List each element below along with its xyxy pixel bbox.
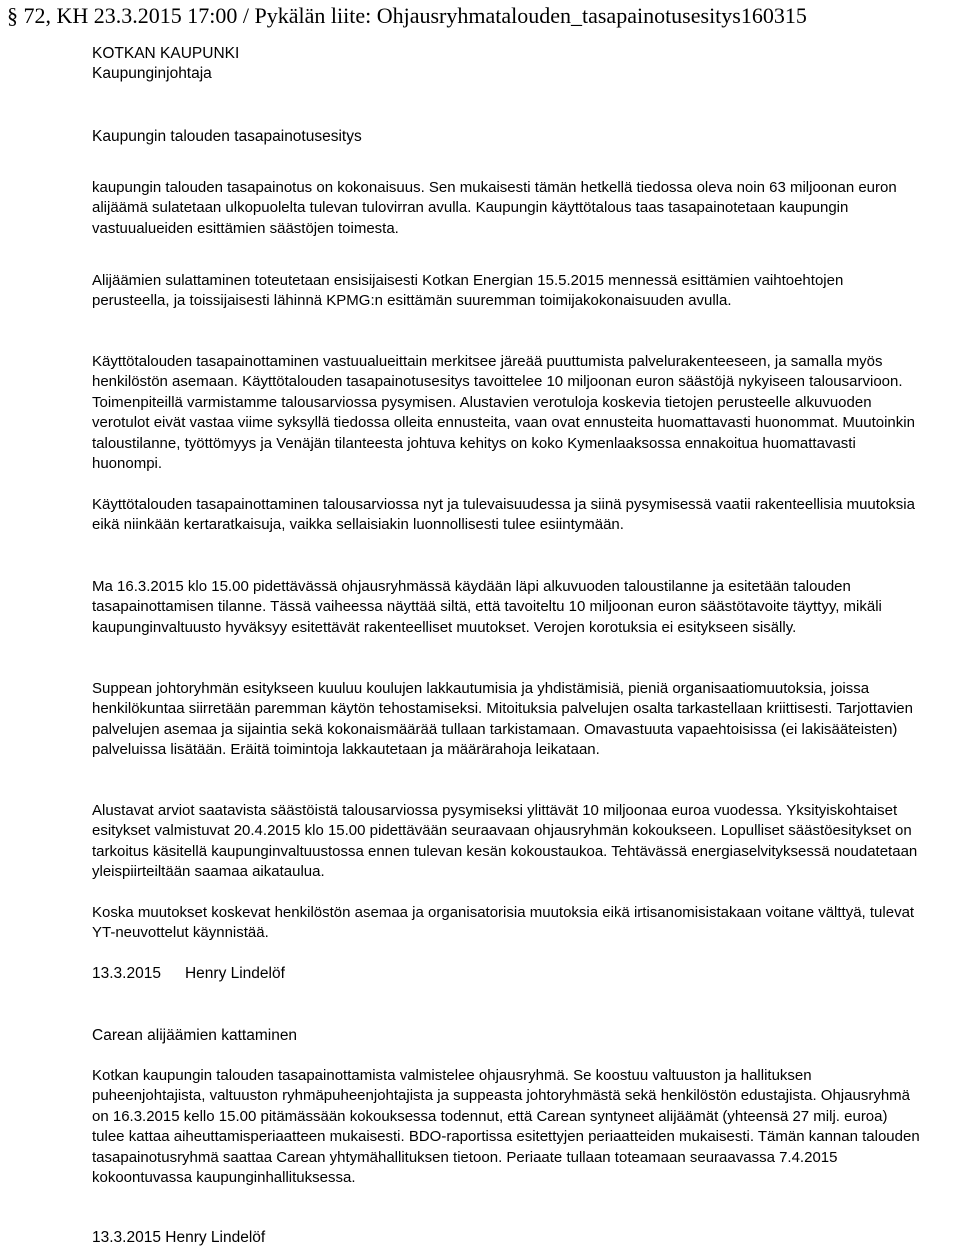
paragraph-7 <box>92 801 922 883</box>
paragraph-2 <box>92 271 922 312</box>
signature-name: Henry Lindelöf <box>184 965 285 982</box>
paragraph-text: kaupungin talouden tasapainotus on kokonaisuus. Sen mukaisesti tämän hetkellä tiedossa oleva noin 63 miljoonan euron alijäämä sulatetaan ulkopuolelta tulevan tulovirran avulla. Kaupungin käyttötalous taas tasapainotetaan kaupungin vastuualueiden esittämien säästöjen toimesta. <box>92 179 897 237</box>
paragraph-text: Koska muutokset koskevat henkilöstön asemaa ja organisatorisia muutoksia eikä irtisanomisistakaan voitane välttyä, tulevat YT-neuvottelut käynnistää. <box>92 904 915 942</box>
paragraph-text: Kotkan kaupungin talouden tasapainottamista valmistelee ohjausryhmä. Se koostuu valtuuston ja hallituksen puheenjohtajista, valtuuston ryhmäpuheenjohtajista ja suppeasta johtoryhmästä sekä henkilöstön edustajista. Ohjausryhmä on 16.3.2015 kello 15.00 pitämässään kokouksessa todennut, että Carean syntyneet alijäämät (yhteensä 27 milj. euroa) tulee kattaa aiheuttamisperiaatteen mukaisesti. BDO-raportissa esitettyjen periaatteiden mukaisesti. Tämän kannan talouden tasapainotusryhmä saattaa Carean yhtymähallituksen tietoon. Periaate tullaan toteamaan seuraavassa 7.4.2015 kokoontuvassa kaupunginhallituksessa. <box>92 1067 920 1187</box>
paragraph-text: Käyttötalouden tasapainottaminen vastuualueittain merkitsee järeää puuttumista palvelurakenteeseen, ja samalla myös henkilöstön asemaan. Käyttötalouden tasapainotusesitys tavoittelee 10 miljoonan euron säästöjä nykyiseen talousarvioon. Toimenpiteillä varmistamme talousarviossa pysymisen. Alustavien verotuloja koskevia tietojen perusteelle alkuvuoden verotulot eivät vastaa viime syksyllä tiedossa olleita ennusteita, vaan ovat ennusteita huomattavasti huonommat. Muutoinkin taloustilanne, työttömyys ja Venäjän tilanteesta johtuva kehitys on koko Kymenlaaksossa ennakoitua huomattavasti huonompi. <box>92 353 915 473</box>
signature-1 <box>92 964 285 984</box>
section-2-paragraph <box>92 1066 922 1188</box>
paragraph-text: Käyttötalouden tasapainottaminen talousarviossa nyt ja tulevaisuudessa ja siinä pysymisessä vaatii rakenteellisia muutoksia eikä niinkään kertaratkaisuja, vaikka sellaisiakin luonnollisesti tulee esiintymään. <box>92 496 915 534</box>
signature-date: 13.3.2015 <box>92 965 161 982</box>
paragraph-6 <box>92 679 922 761</box>
section-mark: § <box>7 3 18 28</box>
org-city: KOTKAN KAUPUNKI <box>92 45 240 62</box>
paragraph-text: Ma 16.3.2015 klo 15.00 pidettävässä ohjausryhmässä käydään läpi alkuvuoden taloustilanne ja esitetään talouden tasapainottamisen tilanne. Tässä vaiheessa näyttää siltä, että tavoiteltu 10 miljoonan euron säästötavoite täyttyy, mikäli kaupunginvaltuusto hyväksyy esitettävät rakenteelliset muutokset. Verojen korotuksia ei esitykseen sisälly. <box>92 578 882 636</box>
paragraph-1 <box>92 178 922 239</box>
paragraph-text: Suppean johtoryhmän esitykseen kuuluu koulujen lakkautumisia ja yhdistämisiä, pieniä organisaatiomuutoksia, joissa henkilökuntaa siirretään paremman käytön tehostamiseksi. Mitoituksia palvelujen osalta tarkastellaan kriittisesti. Tarjottavien palvelujen asemaa ja sijaintia sekä kokonaismäärää tullaan tarkistamaan. Omavastuuta vapaehtoisissa (ei lakisääteisten) palveluissa lisätään. Eräitä toimintoja lakkautetaan ja määrärahoja leikataan. <box>92 680 913 759</box>
section-2-title: Carean alijäämien kattaminen <box>92 1027 298 1044</box>
organization-block <box>92 44 239 84</box>
paragraph-text: Alustavat arviot saatavista säästöistä talousarviossa pysymiseksi ylittävät 10 miljoonaa euroa vuodessa. Yksityiskohtaiset esitykset valmistuvat 20.4.2015 klo 15.00 pidettävään seuraavaan ohjausryhmän kokoukseen. Lopulliset säästöesitykset on tarkoitus käsitellä kaupunginvaltuustossa ennen tulevan kesän kokoustaukoa. Tehtävässä energiaselvityksessä noudatetaan yleispiirteiltään saamaa aikataulua. <box>92 802 918 881</box>
document-title: Kaupungin talouden tasapainotusesitys <box>92 128 362 145</box>
org-role: Kaupunginjohtaja <box>92 65 212 82</box>
paragraph-4 <box>92 495 922 536</box>
signature-2: 13.3.2015 Henry Lindelöf <box>92 1229 266 1246</box>
paragraph-3 <box>92 352 922 474</box>
page-header <box>7 2 807 30</box>
paragraph-text: Alijäämien sulattaminen toteutetaan ensisijaisesti Kotkan Energian 15.5.2015 mennessä esittämien vaihtoehtojen perusteella, ja toissijaisesti lähinnä KPMG:n esittämän suuremman toimijakokonaisuuden avulla. <box>92 272 844 310</box>
header-text: 72, KH 23.3.2015 17:00 / Pykälän liite: Ohjausryhmatalouden_tasapainotusesitys160315 <box>23 3 807 28</box>
paragraph-5 <box>92 577 922 638</box>
paragraph-8 <box>92 903 922 944</box>
